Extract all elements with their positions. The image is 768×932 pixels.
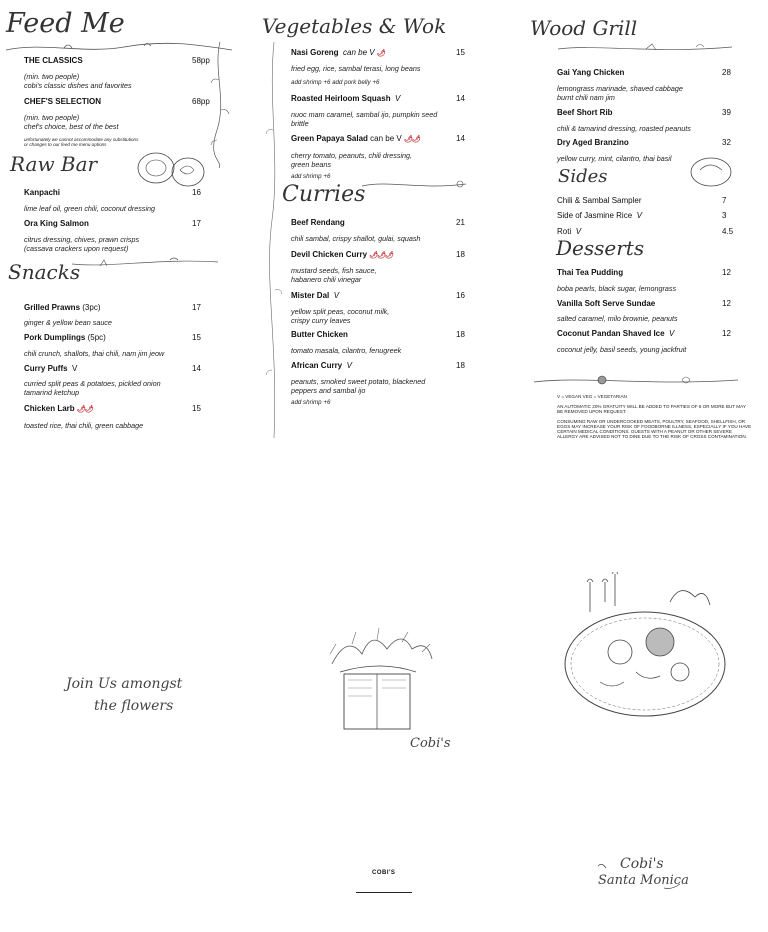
desc-curry-puffs-2: tamarind ketchup <box>24 388 80 397</box>
price-chili-sambal-sampler: 7 <box>722 196 727 205</box>
price-devil-chicken-curry: 18 <box>456 250 465 259</box>
menu-item-mister-dal <box>291 291 339 300</box>
menu-item-nasi-goreng <box>291 48 385 57</box>
desc-coconut-pandan-shaved-ice: coconut jelly, basil seeds, young jackfruit <box>557 345 687 354</box>
section-heading-raw-bar: Raw Bar <box>10 152 98 176</box>
herb-sprig-icon <box>70 254 220 274</box>
name-grilled-prawns: Grilled Prawns <box>24 303 81 312</box>
desc-roasted-heirloom-squash-2: brittle <box>291 119 309 128</box>
name-coconut-pandan-shaved-ice: Coconut Pandan Shaved Ice <box>557 329 665 338</box>
vine-vertical-icon <box>262 40 284 440</box>
desc-beef-rendang: chili sambal, crispy shallot, gulai, squash <box>291 234 421 243</box>
desc-pork-dumplings: chili crunch, shallots, thai chili, nam jim jeow <box>24 349 165 358</box>
desc-green-papaya-salad-2: green beans <box>291 160 331 169</box>
menu-item-thai-tea-pudding: Thai Tea Pudding <box>557 268 624 277</box>
menu-item-ora-king-salmon: Ora King Salmon <box>24 219 89 228</box>
tag-green-papaya-salad: can be V <box>370 134 402 143</box>
price-green-papaya-salad: 14 <box>456 134 465 143</box>
health-warning-2: EGGS MAY INCREASE YOUR RISK OF FOODBORNE ILLNESS, ESPECIALLY IF YOU HAVE <box>557 424 752 429</box>
health-warning-4: ALLERGY ARE ADVISED NOT TO DINE DUE TO THE RISK OF CROSS CONTAMINATION. <box>557 434 747 439</box>
gratuity-note-1: AN AUTOMATIC 20% GRATUITY WILL BE ADDED TO PARTIES OF 6 OR MORE BUT MAY <box>557 404 746 409</box>
chili-icon: 🌶🌶 <box>403 136 420 143</box>
menu-item-african-curry <box>291 361 352 370</box>
price-curry-puffs: 14 <box>192 364 201 373</box>
sketch-signature: Cobi's <box>410 736 451 751</box>
desc-ora-king-salmon-1: citrus dressing, chives, prawn crisps <box>24 235 140 244</box>
brand-logo-line-1: Cobi's <box>620 856 664 872</box>
desc-green-papaya-salad-1: cherry tomato, peanuts, chili dressing, <box>291 151 413 160</box>
desc-chefs-selection-1: (min. two people) <box>24 113 80 122</box>
price-butter-chicken: 18 <box>456 330 465 339</box>
price-roasted-heirloom-squash: 14 <box>456 94 465 103</box>
tag-roti: V <box>575 227 582 236</box>
name-roasted-heirloom-squash: Roasted Heirloom Squash <box>291 94 391 103</box>
price-ora-king-salmon: 17 <box>192 219 201 228</box>
desc-gai-yang-chicken-1: lemongrass marinade, shaved cabbage <box>557 84 683 93</box>
center-brand-label: COBI'S <box>372 870 396 876</box>
flower-divider-icon <box>532 370 742 390</box>
health-warning-3: CERTAIN MEDICAL CONDITIONS. GUESTS WITH A PEANUT OR OTHER SEVERE <box>557 429 732 434</box>
desc-thai-tea-pudding: boba pearls, black sugar, lemongrass <box>557 284 677 293</box>
name-chicken-larb: Chicken Larb <box>24 404 75 413</box>
addon-nasi-goreng: add shrimp +6 add pork belly +6 <box>291 79 380 86</box>
desc-mister-dal-2: crispy curry leaves <box>291 316 351 325</box>
price-beef-rendang: 21 <box>456 218 465 227</box>
price-kanpachi: 16 <box>192 188 201 197</box>
desc-the-classics-1: (min. two people) <box>24 72 80 81</box>
menu-item-beef-rendang: Beef Rendang <box>291 218 345 227</box>
price-african-curry: 18 <box>456 361 465 370</box>
chili-icon: 🌶 <box>376 50 385 57</box>
join-us-script-2: the flowers <box>94 698 174 714</box>
menu-item-devil-chicken-curry <box>291 250 393 259</box>
vine-divider-icon <box>360 176 470 196</box>
tag-african-curry: V <box>346 361 352 370</box>
price-vanilla-soft-serve-sundae: 12 <box>722 299 731 308</box>
chili-icon: 🌶🌶 <box>76 406 93 413</box>
tag-nasi-goreng: can be V <box>343 48 375 57</box>
name-pork-dumplings: Pork Dumplings <box>24 333 86 342</box>
feed-me-note-2: or changes to our feed me menu options <box>24 142 107 147</box>
section-heading-wood-grill: Wood Grill <box>530 16 638 40</box>
desc-curry-puffs-1: curried split peas & potatoes, pickled onion <box>24 379 161 388</box>
desc-butter-chicken: tomato masala, cilantro, fenugreek <box>291 346 402 355</box>
tag-curry-puffs: V <box>72 364 78 373</box>
desc-chicken-larb: toasted rice, thai chili, green cabbage <box>24 421 144 430</box>
desc-african-curry-1: peanuts, smoked sweet potato, blackened <box>291 377 426 386</box>
price-grilled-prawns: 17 <box>192 303 201 312</box>
center-underline <box>356 892 412 893</box>
count-pork-dumplings: (5pc) <box>87 333 106 342</box>
name-devil-chicken-curry: Devil Chicken Curry <box>291 250 368 259</box>
name-green-papaya-salad: Green Papaya Salad <box>291 134 368 143</box>
menu-item-roti <box>557 227 581 236</box>
menu-item-pork-dumplings <box>24 333 106 342</box>
menu-item-grilled-prawns <box>24 303 101 312</box>
desc-african-curry-2: peppers and sambal ijo <box>291 386 366 395</box>
price-gai-yang-chicken: 28 <box>722 68 731 77</box>
menu-item-curry-puffs <box>24 364 77 373</box>
price-thai-tea-pudding: 12 <box>722 268 731 277</box>
name-nasi-goreng: Nasi Goreng <box>291 48 339 57</box>
price-coconut-pandan-shaved-ice: 12 <box>722 329 731 338</box>
price-mister-dal: 16 <box>456 291 465 300</box>
section-heading-desserts: Desserts <box>556 236 645 260</box>
name-roti: Roti <box>557 227 572 236</box>
desc-chefs-selection-2: chef's choice, best of the best <box>24 122 119 131</box>
vine-divider-icon <box>556 40 736 58</box>
addon-green-papaya-salad: add shrimp +6 <box>291 173 331 180</box>
desc-roasted-heirloom-squash-1: nuoc mam caramel, sambal ijo, pumpkin seed <box>291 110 438 119</box>
join-us-script-1: Join Us amongst <box>66 676 183 692</box>
desc-gai-yang-chicken-2: burnt chili nam jim <box>557 93 615 102</box>
menu-item-vanilla-soft-serve-sundae: Vanilla Soft Serve Sundae <box>557 299 656 308</box>
name-curry-puffs: Curry Puffs <box>24 364 68 373</box>
menu-item-chicken-larb <box>24 404 93 413</box>
menu-item-chili-sambal-sampler: Chili & Sambal Sampler <box>557 196 642 205</box>
section-heading-sides: Sides <box>558 166 608 187</box>
count-grilled-prawns: (3pc) <box>82 303 101 312</box>
menu-item-roasted-heirloom-squash <box>291 94 400 103</box>
price-the-classics: 58pp <box>192 56 210 65</box>
menu-item-green-papaya-salad <box>291 134 420 143</box>
price-pork-dumplings: 15 <box>192 333 201 342</box>
price-chicken-larb: 15 <box>192 404 201 413</box>
menu-item-beef-short-rib: Beef Short Rib <box>557 108 613 117</box>
desc-ora-king-salmon-2: (cassava crackers upon request) <box>24 244 129 253</box>
menu-item-dry-aged-branzino: Dry Aged Branzino <box>557 138 629 147</box>
price-nasi-goreng: 15 <box>456 48 465 57</box>
flower-window-sketch-icon <box>322 624 442 744</box>
gratuity-note-2: BE REMOVED UPON REQUEST. <box>557 409 627 414</box>
menu-item-side-of-jasmine-rice <box>557 211 642 220</box>
menu-item-gai-yang-chicken: Gai Yang Chicken <box>557 68 625 77</box>
price-roti: 4.5 <box>722 227 734 236</box>
name-side-of-jasmine-rice: Side of Jasmine Rice <box>557 211 633 220</box>
addon-african-curry: add shrimp +6 <box>291 399 331 406</box>
price-dry-aged-branzino: 32 <box>722 138 731 147</box>
name-mister-dal: Mister Dal <box>291 291 330 300</box>
menu-item-the-classics: THE CLASSICS <box>24 56 83 65</box>
desc-the-classics-2: cobi's classic dishes and favorites <box>24 81 132 90</box>
section-heading-feed-me: Feed Me <box>6 8 125 39</box>
desc-grilled-prawns: ginger & yellow bean sauce <box>24 318 112 327</box>
name-african-curry: African Curry <box>291 361 343 370</box>
desc-beef-short-rib: chili & tamarind dressing, roasted peanuts <box>557 124 691 133</box>
section-heading-curries: Curries <box>282 182 366 207</box>
desc-devil-chicken-curry-1: mustard seeds, fish sauce, <box>291 266 377 275</box>
menu-item-coconut-pandan-shaved-ice <box>557 329 674 338</box>
bowl-sketch-icon <box>686 154 736 190</box>
desc-kanpachi: lime leaf oil, green chili, coconut dressing <box>24 204 156 213</box>
menu-item-butter-chicken: Butter Chicken <box>291 330 348 339</box>
tag-side-of-jasmine-rice: V <box>636 211 642 220</box>
desc-mister-dal-1: yellow split peas, coconut milk, <box>291 307 390 316</box>
vine-divider-icon <box>4 38 234 58</box>
section-heading-snacks: Snacks <box>8 260 81 284</box>
menu-item-chefs-selection: CHEF'S SELECTION <box>24 97 102 106</box>
table-spread-sketch-icon <box>560 572 730 722</box>
feed-me-note-1: unfortunately we cannot accommodate any substitutions <box>24 137 139 142</box>
price-chefs-selection: 68pp <box>192 97 210 106</box>
price-side-of-jasmine-rice: 3 <box>722 211 727 220</box>
chili-icon: 🌶🌶🌶 <box>369 252 393 259</box>
menu-item-kanpachi: Kanpachi <box>24 188 61 197</box>
desc-vanilla-soft-serve-sundae: salted caramel, milo brownie, peanuts <box>557 314 678 323</box>
brand-logo-line-2: Santa Monica <box>598 873 689 888</box>
logo-swash-icon <box>594 860 684 894</box>
desc-dry-aged-branzino: yellow curry, mint, cilantro, thai basil <box>557 154 672 163</box>
desc-nasi-goreng: fried egg, rice, sambal terasi, long beans <box>291 64 421 73</box>
health-warning-1: CONSUMING RAW OR UNDERCOOKED MEATS, POULTRY, SEAFOOD, SHELLFISH, OR <box>557 419 746 424</box>
tag-mister-dal: V <box>333 291 340 300</box>
price-beef-short-rib: 39 <box>722 108 731 117</box>
dietary-legend: V = VEGAN VEG = VEGETARIAN <box>557 394 627 399</box>
desc-devil-chicken-curry-2: habanero chili vinegar <box>291 275 362 284</box>
tag-roasted-heirloom-squash: V <box>395 94 401 103</box>
tag-coconut-pandan-shaved-ice: V <box>669 329 675 338</box>
section-heading-vegetables-wok: Vegetables & Wok <box>262 14 447 38</box>
